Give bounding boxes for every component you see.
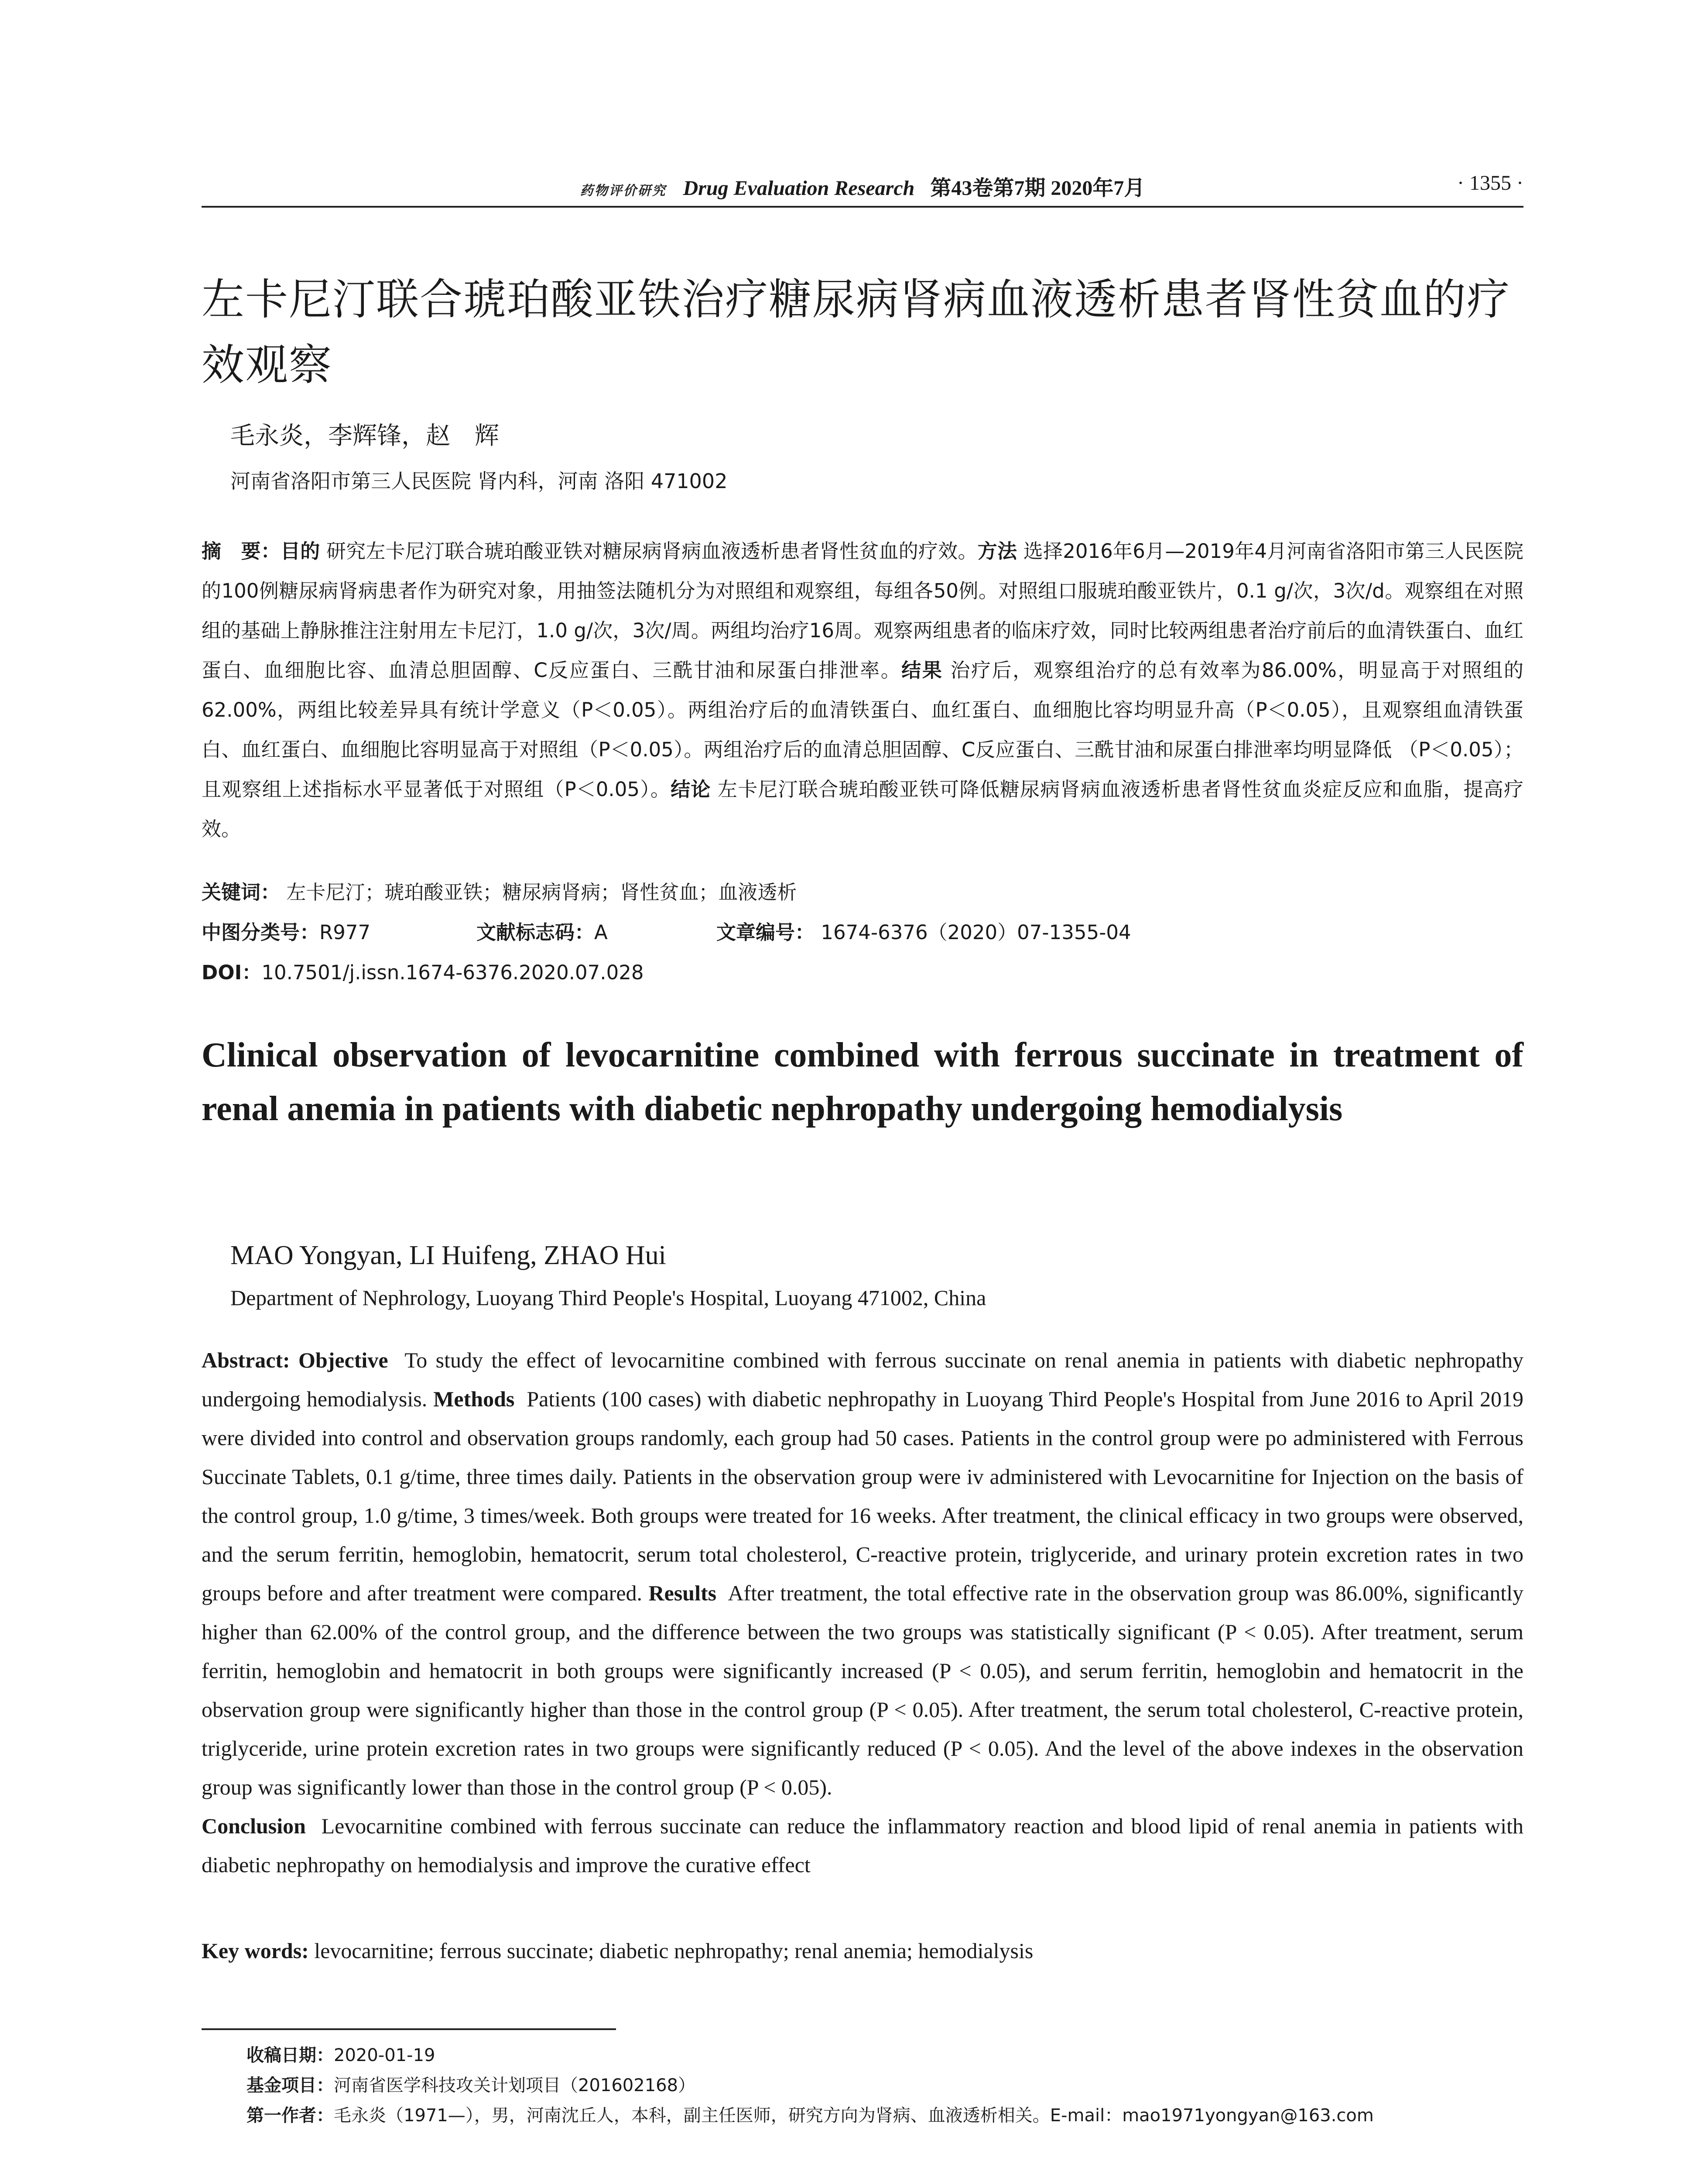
cn-abstract (202, 531, 1523, 849)
fund-value: 河南省医学科技攻关计划项目（201602168） (334, 2075, 696, 2096)
cn-conclusion-label: 结论 (671, 778, 711, 801)
en-results-text: After treatment, the total effective rate in the observation group was 86.00%, significantly higher than 62.00% of the control group, and the difference between the two groups was statistically significant (P < 0.05). After treatment, serum ferritin, hemoglobin and hematocrit in both groups were significantly increased (P < 0.05), and serum ferritin, hemoglobin and hematocrit in the observation group were significantly higher than those in the control group (P < 0.05). After treatment, the serum total cholesterol, C-reactive protein, triglyceride, urine protein excretion rates in two groups were significantly reduced (P < 0.05). And the level of the above indexes in the observation group was significantly lower than those in the control group (P < 0.05). (202, 1581, 1523, 1799)
en-keywords (202, 1931, 1523, 1970)
cn-clc (202, 913, 476, 952)
received-value: 2020-01-19 (334, 2045, 435, 2065)
en-objective-text: To study the effect of levocarnitine combined with ferrous succinate on renal anemia in patients with diabetic nephropathy undergoing hemodialysis. (202, 1348, 1524, 1411)
cn-keywords (202, 872, 1523, 912)
cn-objective-text: 研究左卡尼汀联合琥珀酸亚铁对糖尿病肾病血液透析患者肾性贫血的疗效。 (326, 540, 978, 563)
cn-article-no-label: 文章编号： (716, 921, 815, 944)
en-methods-text: Patients (100 cases) with diabetic nephropathy in Luoyang Third People's Hospital from June 2016 to April 2019 were divided into control and observation groups randomly, each group had 50 cases. Patients in the control group were po administered with Ferrous Succinate Tablets, 0.1 g/time, three times daily. Patients in the observation group were iv administered with Levocarnitine for Injection on the basis of the control group, 1.0 g/time, 3 times/week. Both groups were treated for 16 weeks. After treatment, the clinical efficacy in two groups were observed, and the serum ferritin, hemoglobin, hematocrit, serum total cholesterol, C-reactive protein, triglyceride, and urinary protein excretion rates in two groups before and after treatment were compared. (202, 1387, 1524, 1605)
cn-clc-label: 中图分类号： (202, 921, 320, 944)
footnote-rule (202, 2028, 616, 2030)
cn-methods-text: 选择2016年6月—2019年4月河南省洛阳市第三人民医院的100例糖尿病肾病患者作为研究对象，用抽签法随机分为对照组和观察组，每组各50例。对照组口服琥珀酸亚铁片，0.1 g/次，3次/d。观察组在对照组的基础上静脉推注注射用左卡尼汀，1.0 g/次，3次/周。两组均治疗16周。观察两组患者的临床疗效，同时比较两组患者治疗前后的血清铁蛋白、血红蛋白、血细胞比容、血清总胆固醇、C反应蛋白、三酰甘油和尿蛋白排泄率。 (202, 540, 1523, 682)
fund-label: 基金项目： (246, 2075, 334, 2096)
journal-logo: 药物评价研究 (580, 183, 667, 198)
page-number: · 1355 · (1457, 171, 1523, 195)
footnote-fund (246, 2071, 1533, 2101)
journal-name: Drug Evaluation Research (683, 177, 915, 200)
footnote-first-author (246, 2101, 1533, 2131)
header-rule (202, 206, 1523, 208)
journal-issue: 第43卷第7期 2020年7月 (930, 177, 1145, 200)
cn-doi (202, 953, 1523, 992)
received-label: 收稿日期： (246, 2045, 334, 2065)
footnote-received (246, 2041, 1533, 2071)
footnotes (246, 2041, 1533, 2131)
cn-keywords-text: 左卡尼汀；琥珀酸亚铁；糖尿病肾病；肾性贫血；血液透析 (286, 881, 797, 904)
cn-methods-label: 方法 (977, 540, 1017, 563)
cn-doi-label: DOI： (202, 961, 262, 984)
en-objective-label: Objective (298, 1348, 388, 1372)
first-author-value: 毛永炎（1971—），男，河南沈丘人，本科，副主任医师，研究方向为肾病、血液透析相关。E-mail：mao1971yongyan@163.com (334, 2106, 1374, 2126)
cn-title: 左卡尼汀联合琥珀酸亚铁治疗糖尿病肾病血液透析患者肾性贫血的疗效观察 (202, 275, 1511, 390)
en-results-label: Results (648, 1581, 717, 1605)
running-header (202, 171, 1523, 200)
cn-doc-code (476, 913, 716, 952)
en-keywords-text: levocarnitine; ferrous succinate; diabetic nephropathy; renal anemia; hemodialysis (314, 1938, 1034, 1963)
en-keywords-label: Key words: (202, 1938, 309, 1963)
cn-objective-label: 目的 (280, 540, 320, 563)
en-methods-label: Methods (433, 1387, 515, 1411)
cn-classification-row (202, 913, 1523, 952)
cn-conclusion-text: 左卡尼汀联合琥珀酸亚铁可降低糖尿病肾病血液透析患者肾性贫血炎症反应和血脂，提高疗效。 (202, 778, 1523, 841)
cn-keywords-label: 关键词： (202, 881, 281, 904)
cn-doi-value: 10.7501/j.issn.1674-6376.2020.07.028 (261, 961, 644, 984)
en-title: Clinical observation of levocarnitine combined with ferrous succinate in treatment of renal anemia in patients with diabetic nephropathy undergoing hemodialysis (202, 1036, 1523, 1128)
cn-results-label: 结果 (901, 659, 943, 682)
cn-article-no-value: 1674-6376（2020）07-1355-04 (821, 921, 1131, 944)
cn-authors: 毛永炎，李辉锋，赵 辉 (230, 422, 499, 450)
en-affiliation: Department of Nephrology, Luoyang Third People's Hospital, Luoyang 471002, China (230, 1285, 986, 1310)
cn-doc-code-value: A (594, 921, 608, 944)
cn-doc-code-label: 文献标志码： (476, 921, 595, 944)
cn-clc-value: R977 (319, 921, 371, 944)
cn-affiliation: 河南省洛阳市第三人民医院 肾内科，河南 洛阳 471002 (230, 469, 728, 493)
first-author-label: 第一作者： (246, 2106, 334, 2126)
cn-article-no (716, 913, 1131, 952)
en-abstract (202, 1341, 1523, 1884)
journal-header (202, 171, 1523, 201)
en-conclusion-text: Levocarnitine combined with ferrous succinate can reduce the inflammatory reaction and blood lipid of renal anemia in patients with diabetic nephropathy on hemodialysis and improve the curative effect (202, 1814, 1524, 1877)
en-authors: MAO Yongyan, LI Huifeng, ZHAO Hui (230, 1241, 666, 1270)
cn-results-text: 治疗后，观察组治疗的总有效率为86.00%，明显高于对照组的62.00%，两组比较差异具有统计学意义（P＜0.05）。两组治疗后的血清铁蛋白、血红蛋白、血细胞比容均明显升高（P＜0.05），且观察组血清铁蛋白、血红蛋白、血细胞比容明显高于对照组（P＜0.05）。两组治疗后的血清总胆固醇、C反应蛋白、三酰甘油和尿蛋白排泄率均明显降低 （P＜0.05）；且观察组上述指标水平显著低于对照组（P＜0.05）。 (202, 659, 1523, 801)
cn-abstract-label: 摘 要： (202, 540, 281, 563)
en-abstract-label: Abstract: (202, 1348, 290, 1372)
en-conclusion-label: Conclusion (202, 1814, 306, 1838)
